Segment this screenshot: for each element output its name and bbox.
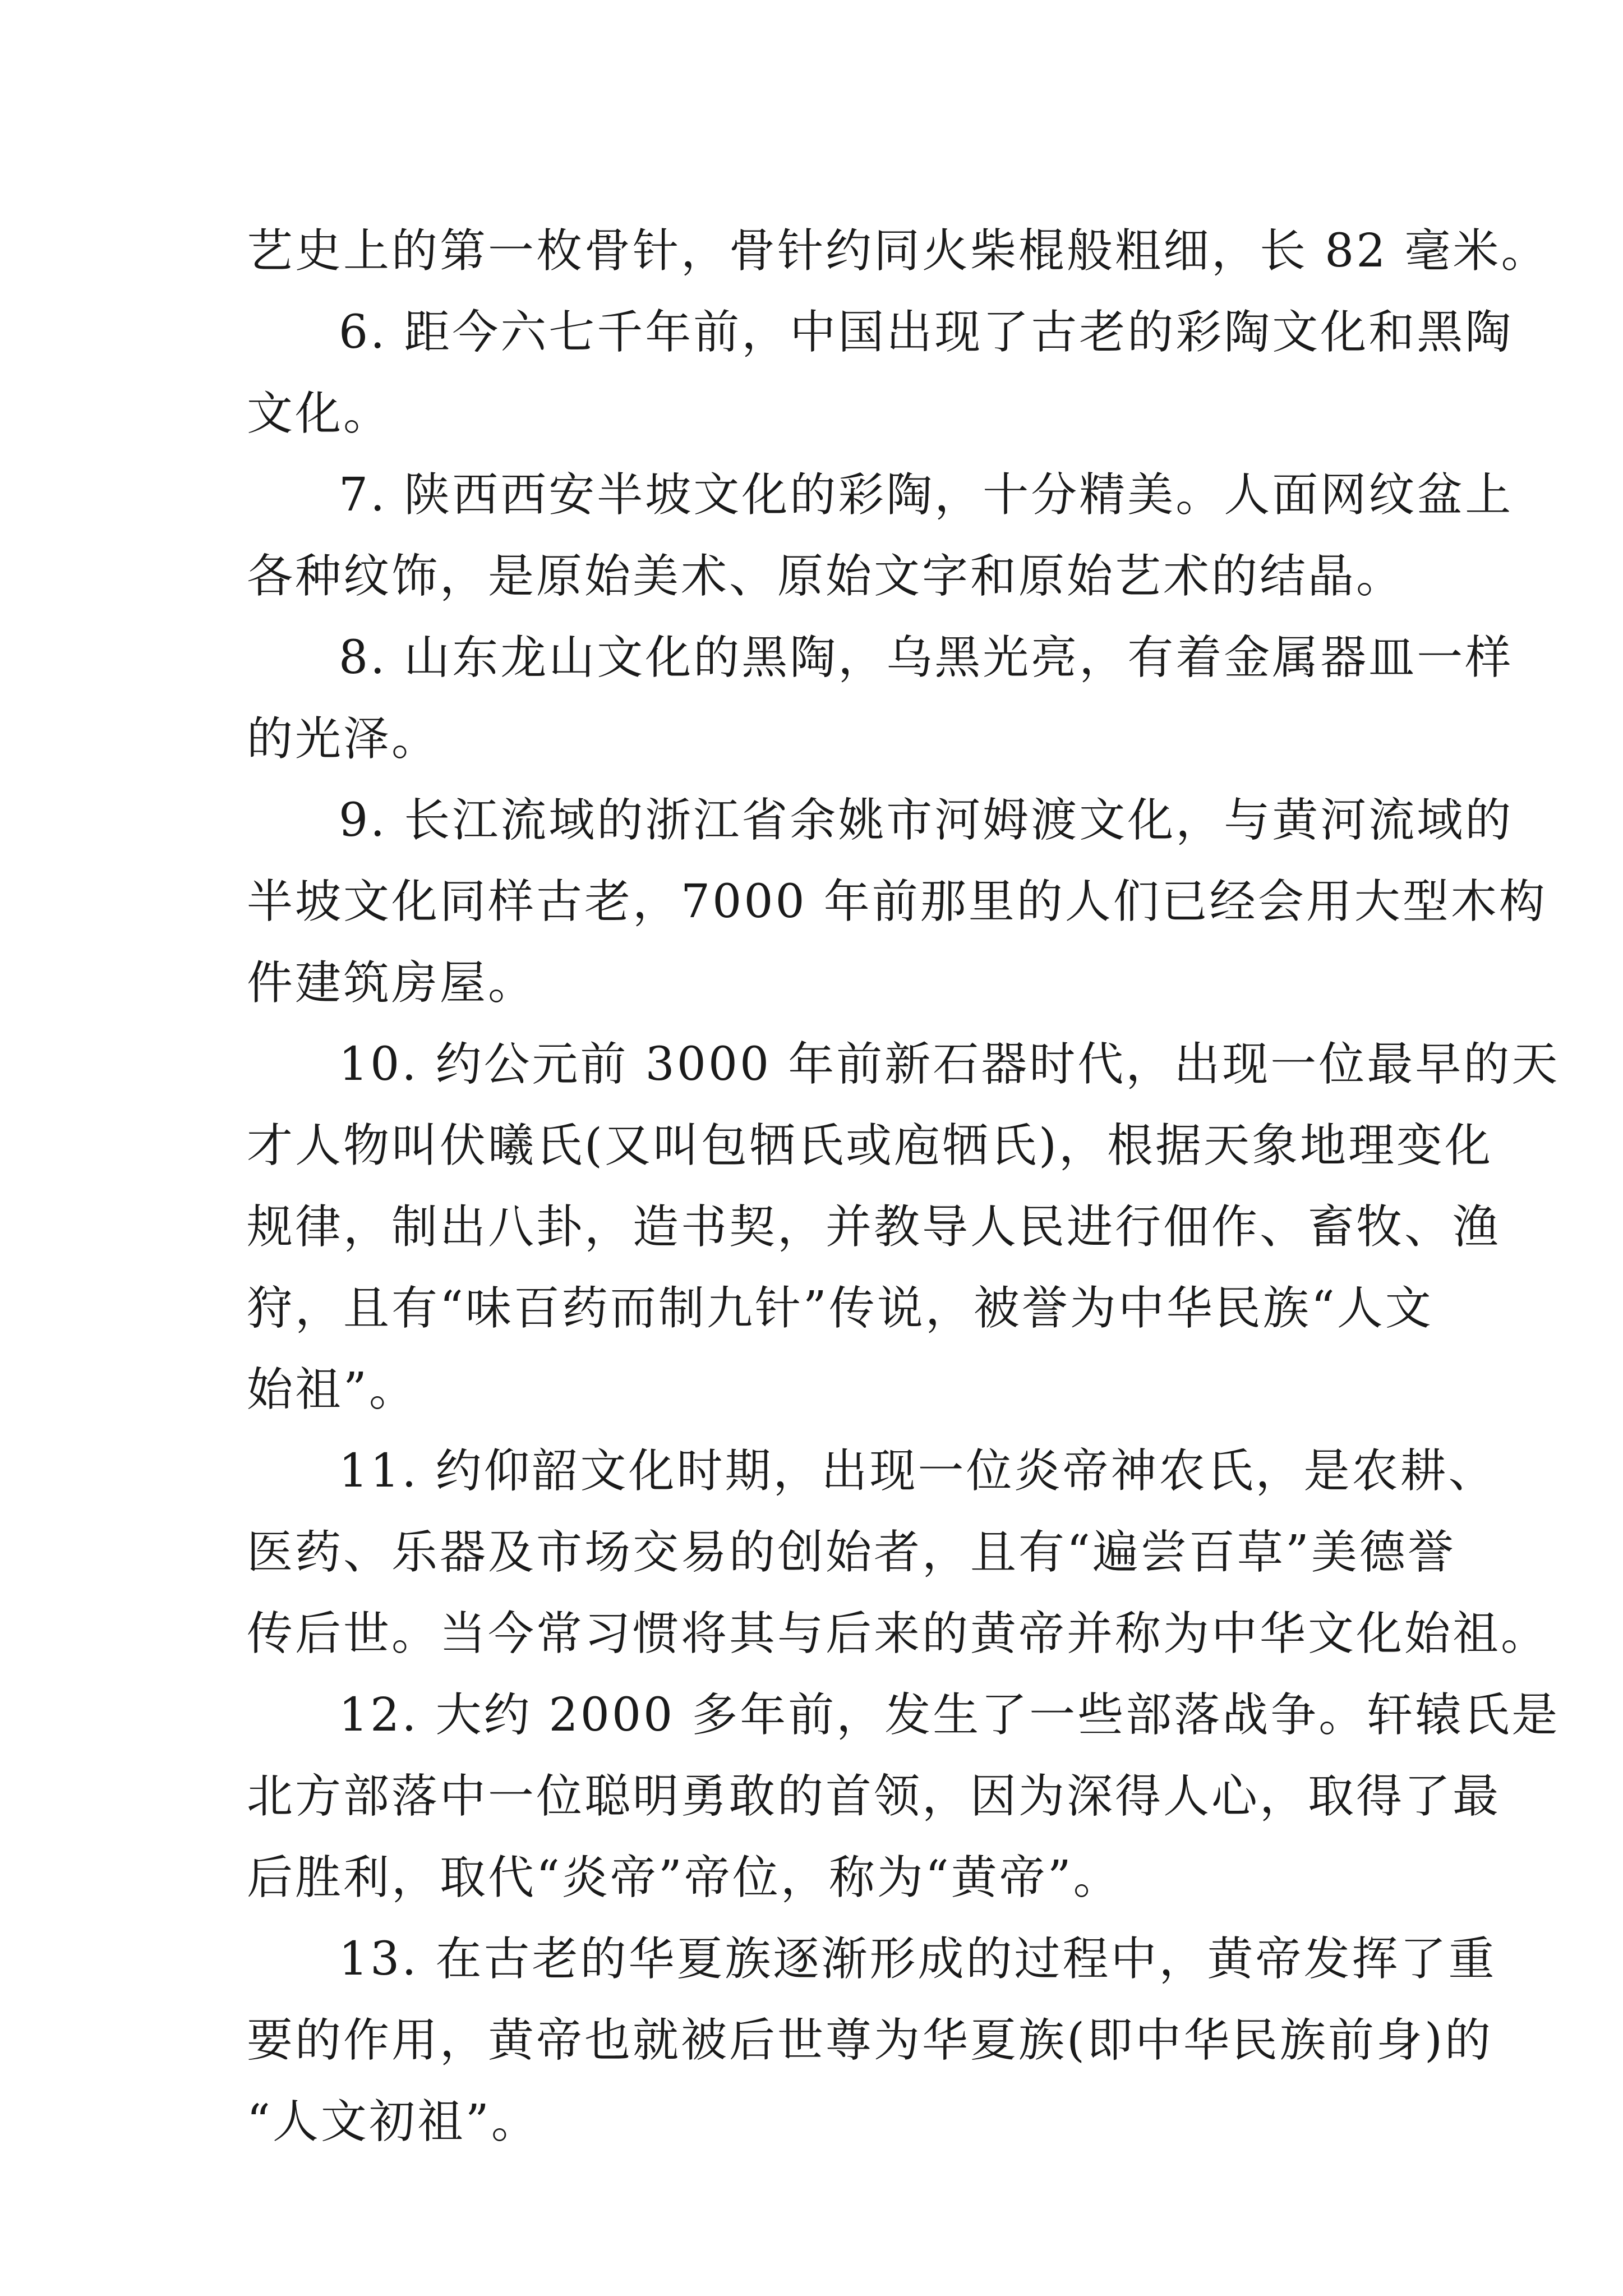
- text-line: 11. 约仰韶文化时期，出现一位炎帝神农氏，是农耕、: [339, 1444, 1497, 1498]
- text-line: 10. 约公元前 3000 年前新石器时代，出现一位最早的天: [339, 1038, 1560, 1091]
- text-line: 的光泽。: [247, 712, 440, 766]
- text-line: 7. 陕西西安半坡文化的彩陶，十分精美。人面网纹盆上: [339, 468, 1514, 522]
- paragraph-9: [247, 780, 1547, 1024]
- text-line: 9. 长江流域的浙江省余姚市河姆渡文化，与黄河流域的: [339, 794, 1514, 847]
- paragraph-8: [247, 617, 1514, 780]
- text-line: 件建筑房屋。: [247, 956, 537, 1010]
- text-line: 北方部落中一位聪明勇敢的首领，因为深得人心，取得了最: [247, 1770, 1501, 1823]
- text-line: 艺史上的第一枚骨针，骨针约同火柴棍般粗细，长 82 毫米。: [247, 224, 1550, 278]
- text-line: 才人物叫伏曦氏(又叫包牺氏或庖牺氏)，根据天象地理变化: [247, 1119, 1493, 1172]
- paragraph-5-continued: [247, 210, 1550, 292]
- text-line: 半坡文化同样古老，7000 年前那里的人们已经会用大型木构: [247, 875, 1547, 928]
- text-line: 6. 距今六七千年前，中国出现了古老的彩陶文化和黑陶: [339, 306, 1514, 359]
- paragraph-7: [247, 454, 1514, 617]
- paragraph-11: [247, 1430, 1550, 1674]
- text-line: 始祖”。: [247, 1363, 417, 1416]
- text-line: 13. 在古老的华夏族逐渐形成的过程中，黄帝发挥了重: [339, 1932, 1497, 1986]
- text-line: 要的作用，黄帝也就被后世尊为华夏族(即中华民族前身)的: [247, 2014, 1493, 2067]
- text-line: 后胜利，取代“炎帝”帝位，称为“黄帝”。: [247, 1851, 1122, 1904]
- text-line: “人文初祖”。: [247, 2095, 540, 2148]
- text-line: 医药、乐器及市场交易的创始者，且有“遍尝百草”美德誉: [247, 1526, 1456, 1579]
- text-line: 狩，且有“味百药而制九针”传说，被誉为中华民族“人文: [247, 1282, 1433, 1335]
- paragraph-12: [247, 1674, 1560, 1918]
- text-line: 12. 大约 2000 多年前，发生了一些部落战争。轩辕氏是: [339, 1688, 1560, 1742]
- text-line: 各种纹饰，是原始美术、原始文字和原始艺术的结晶。: [247, 550, 1405, 603]
- body-text: [247, 210, 1560, 2162]
- text-line: 规律，制出八卦，造书契，并教导人民进行佃作、畜牧、渔: [247, 1200, 1501, 1254]
- paragraph-10: [247, 1024, 1560, 1430]
- text-line: 8. 山东龙山文化的黑陶，乌黑光亮，有着金属器皿一样: [339, 631, 1514, 684]
- paragraph-6: [247, 292, 1514, 454]
- paragraph-13: [247, 1918, 1497, 2162]
- text-line: 文化。: [247, 387, 392, 440]
- text-line: 传后世。当今常习惯将其与后来的黄帝并称为中华文化始祖。: [247, 1607, 1550, 1660]
